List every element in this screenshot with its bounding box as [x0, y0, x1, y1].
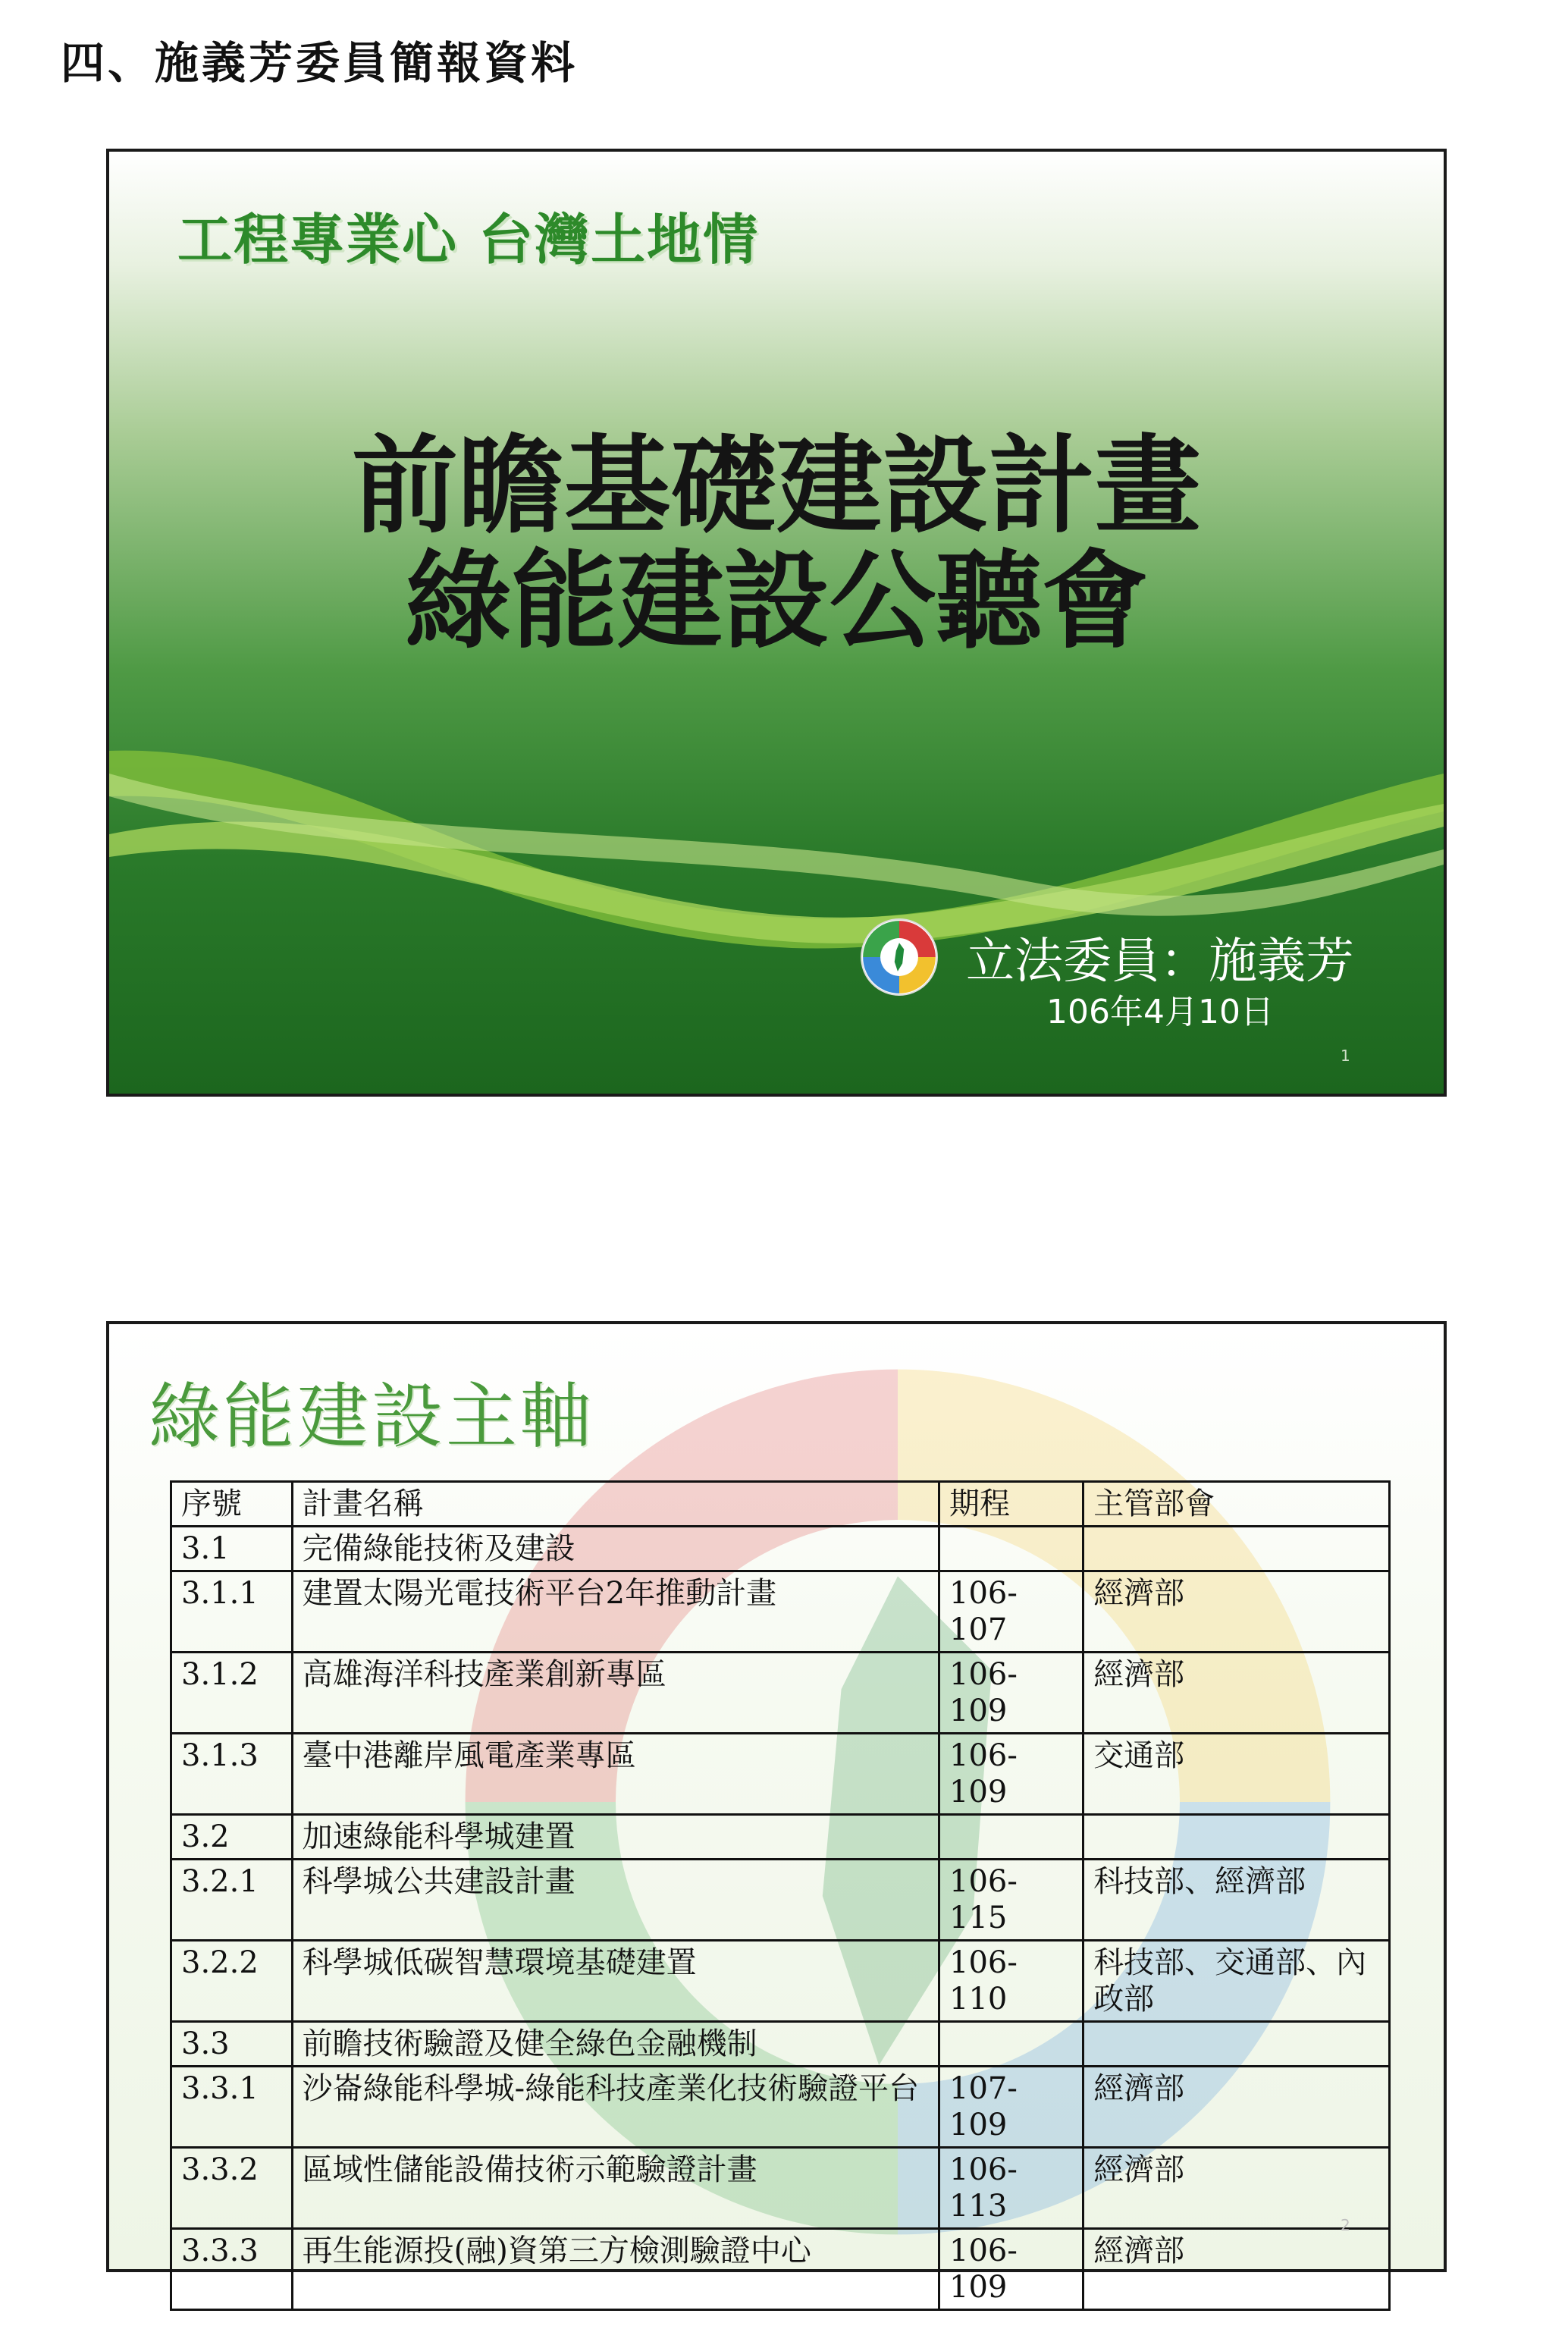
table-row	[171, 2148, 1390, 2229]
slide-1-tagline: 工程專業心 台灣土地情	[177, 208, 760, 272]
table-row	[171, 1653, 1390, 1734]
cell-seq: 3.2	[171, 1815, 293, 1860]
cell-seq: 3.2.1	[171, 1860, 293, 1941]
cell-plan-name: 建置太陽光電技術平台2年推動計畫	[292, 1571, 939, 1653]
plan-table	[170, 1480, 1391, 2311]
header-department: 主管部會	[1083, 1482, 1390, 1527]
party-emblem-icon	[860, 918, 939, 997]
cell-department: 經濟部	[1083, 2229, 1390, 2310]
cell-plan-name: 區域性儲能設備技術示範驗證計畫	[292, 2148, 939, 2229]
header-plan-name: 計畫名稱	[292, 1482, 939, 1527]
slide-1-date: 106年4月10日	[1046, 993, 1274, 1031]
cell-period: 106-113	[939, 2148, 1083, 2229]
header-period: 期程	[939, 1482, 1083, 1527]
cell-period: 107-109	[939, 2067, 1083, 2148]
cell-seq: 3.3.3	[171, 2229, 293, 2310]
cell-department: 科技部、經濟部	[1083, 1860, 1390, 1941]
slide-1-title-line-2: 綠能建設公聽會	[404, 540, 1148, 664]
cell-period	[939, 1527, 1083, 1571]
cell-plan-name: 沙崙綠能科學城-綠能科技產業化技術驗證平台	[292, 2067, 939, 2148]
cell-plan-name: 再生能源投(融)資第三方檢測驗證中心	[292, 2229, 939, 2310]
cell-seq: 3.3.1	[171, 2067, 293, 2148]
table-row	[171, 1941, 1390, 2022]
cell-seq: 3.1.2	[171, 1653, 293, 1734]
table-row	[171, 1815, 1390, 1860]
slide-2-number: 2	[1341, 2216, 1350, 2234]
table-row	[171, 1860, 1390, 1941]
cell-period: 106-110	[939, 1941, 1083, 2022]
cell-period: 106-109	[939, 2229, 1083, 2310]
cell-department: 交通部	[1083, 1734, 1390, 1815]
table-row	[171, 1734, 1390, 1815]
header-seq: 序號	[171, 1482, 293, 1527]
page-heading: 四、施義芳委員簡報資料	[61, 37, 579, 89]
cell-period	[939, 1815, 1083, 1860]
table-row	[171, 2022, 1390, 2067]
slide-1-presenter: 立法委員：施義芳	[966, 934, 1354, 990]
cell-period: 106-107	[939, 1571, 1083, 1653]
cell-department: 經濟部	[1083, 1571, 1390, 1653]
table-header-row	[171, 1482, 1390, 1527]
cell-department	[1083, 1815, 1390, 1860]
cell-department	[1083, 1527, 1390, 1571]
cell-period: 106-115	[939, 1860, 1083, 1941]
cell-plan-name: 加速綠能科學城建置	[292, 1815, 939, 1860]
cell-department	[1083, 2022, 1390, 2067]
cell-plan-name: 高雄海洋科技產業創新專區	[292, 1653, 939, 1734]
cell-seq: 3.1	[171, 1527, 293, 1571]
table-row	[171, 1527, 1390, 1571]
cell-plan-name: 科學城公共建設計畫	[292, 1860, 939, 1941]
cell-department: 經濟部	[1083, 2148, 1390, 2229]
cell-seq: 3.1.3	[171, 1734, 293, 1815]
cell-period: 106-109	[939, 1653, 1083, 1734]
cell-plan-name: 臺中港離岸風電產業專區	[292, 1734, 939, 1815]
slide-1	[106, 149, 1447, 1097]
slide-1-title-line-1: 前瞻基礎建設計畫	[351, 425, 1201, 548]
cell-department: 經濟部	[1083, 2067, 1390, 2148]
cell-plan-name: 完備綠能技術及建設	[292, 1527, 939, 1571]
table-row	[171, 1571, 1390, 1653]
cell-department: 科技部、交通部、內政部	[1083, 1941, 1390, 2022]
cell-seq: 3.3	[171, 2022, 293, 2067]
cell-department: 經濟部	[1083, 1653, 1390, 1734]
table-row	[171, 2067, 1390, 2148]
cell-period: 106-109	[939, 1734, 1083, 1815]
cell-plan-name: 科學城低碳智慧環境基礎建置	[292, 1941, 939, 2022]
slide-1-number: 1	[1341, 1047, 1350, 1065]
table-row	[171, 2229, 1390, 2310]
cell-seq: 3.3.2	[171, 2148, 293, 2229]
cell-plan-name: 前瞻技術驗證及健全綠色金融機制	[292, 2022, 939, 2067]
cell-seq: 3.1.1	[171, 1571, 293, 1653]
cell-period	[939, 2022, 1083, 2067]
cell-seq: 3.2.2	[171, 1941, 293, 2022]
slide-2	[106, 1321, 1447, 2305]
slide-2-title: 綠能建設主軸	[149, 1376, 595, 1458]
